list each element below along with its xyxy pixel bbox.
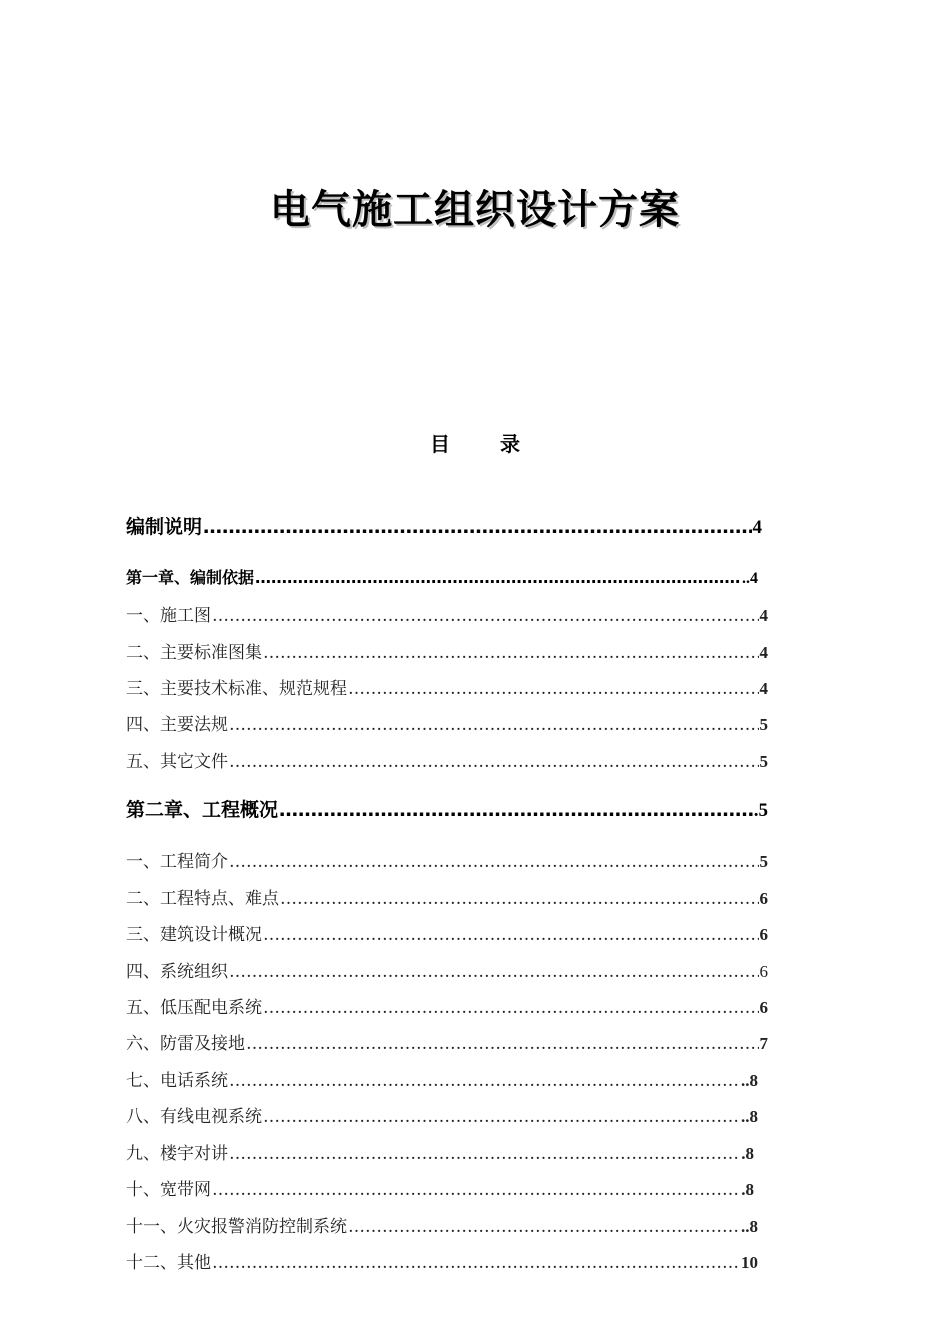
toc-heading-char-1: 目 xyxy=(430,432,450,456)
toc-entry-page-number: .5 xyxy=(753,800,768,821)
toc-entry-page-number: 4 xyxy=(759,679,768,698)
toc-dot-leader xyxy=(348,1217,740,1237)
toc-entry-page-number: .8 xyxy=(741,1144,754,1163)
toc-entry-page-number: 4 xyxy=(752,517,762,538)
toc-entry[interactable] xyxy=(126,638,768,663)
toc-entry-label: 十二、其他 xyxy=(126,1253,211,1273)
toc-entry[interactable] xyxy=(126,1175,754,1200)
toc-entry[interactable] xyxy=(126,601,768,626)
toc-entry[interactable] xyxy=(126,993,768,1018)
toc-dot-leader xyxy=(246,1034,759,1054)
toc-entry-label: 五、其它文件 xyxy=(126,752,228,772)
toc-entry[interactable] xyxy=(126,512,762,539)
toc-dot-leader xyxy=(263,1107,740,1127)
toc-entry-page-number: 6 xyxy=(759,925,768,944)
toc-dot-leader xyxy=(229,1071,740,1091)
toc-entry-label: 二、工程特点、难点 xyxy=(126,889,279,909)
toc-entry[interactable] xyxy=(126,1248,758,1273)
toc-entry-page-number: 6 xyxy=(759,889,768,908)
toc-entry[interactable] xyxy=(126,957,768,982)
toc-entry[interactable] xyxy=(126,565,758,588)
document-title: 电气施工组织设计方案 xyxy=(270,187,680,233)
toc-entry-label: 四、主要法规 xyxy=(126,715,228,735)
toc-dot-leader xyxy=(229,1144,740,1164)
toc-dot-leader xyxy=(279,799,753,821)
toc-entry[interactable] xyxy=(126,674,768,699)
toc-entry-page-number: 5 xyxy=(759,752,768,771)
toc-entry-label: 三、建筑设计概况 xyxy=(126,925,262,945)
toc-entry-page-number: ..4 xyxy=(742,570,758,587)
toc-entry-label: 四、系统组织 xyxy=(126,962,228,982)
toc-entry-label: 一、工程简介 xyxy=(126,852,228,872)
toc-entry-page-number: ..8 xyxy=(741,1071,758,1090)
toc-entry-label: 一、施工图 xyxy=(126,606,211,626)
toc-entry[interactable] xyxy=(126,1212,758,1237)
toc-entry-page-number: 5 xyxy=(759,715,768,734)
toc-entry[interactable] xyxy=(126,920,768,945)
toc-entry[interactable] xyxy=(126,1029,768,1054)
toc-entry[interactable] xyxy=(126,884,768,909)
toc-dot-leader xyxy=(280,889,759,909)
toc-entry-label: 十一、火灾报警消防控制系统 xyxy=(126,1217,347,1237)
toc-dot-leader xyxy=(263,925,759,945)
toc-dot-leader xyxy=(229,962,759,982)
toc-dot-leader xyxy=(212,1180,740,1200)
toc-entry-label: 十、宽带网 xyxy=(126,1180,211,1200)
toc-dot-leader xyxy=(255,568,741,587)
toc-entry-label: 六、防雷及接地 xyxy=(126,1034,245,1054)
toc-entry-page-number: .8 xyxy=(741,1180,754,1199)
toc-entry-label: 九、楼宇对讲 xyxy=(126,1144,228,1164)
toc-entry-page-number: 5 xyxy=(759,852,768,871)
toc-entry[interactable] xyxy=(126,847,768,872)
toc-entry[interactable] xyxy=(126,1102,758,1127)
toc-entry-label: 三、主要技术标准、规范规程 xyxy=(126,679,347,699)
toc-entry-label: 第一章、编制依据 xyxy=(126,568,255,587)
toc-entry[interactable] xyxy=(126,710,768,735)
toc-dot-leader xyxy=(212,606,759,626)
toc-dot-leader xyxy=(229,715,759,735)
toc-entry[interactable] xyxy=(126,747,768,772)
toc-entry-page-number: 7 xyxy=(759,1034,768,1053)
toc-heading-char-2: 录 xyxy=(500,432,520,456)
toc-entry-page-number: 6 xyxy=(759,962,768,981)
toc-entry-page-number: 4 xyxy=(759,606,768,625)
toc-entry-label: 八、有线电视系统 xyxy=(126,1107,262,1127)
toc-dot-leader xyxy=(229,852,759,872)
toc-dot-leader xyxy=(203,516,751,538)
toc-entry-label: 七、电话系统 xyxy=(126,1071,228,1091)
toc-entry-page-number: ..8 xyxy=(741,1217,758,1236)
toc-entry-label: 五、低压配电系统 xyxy=(126,998,262,1018)
toc-entry[interactable] xyxy=(126,1066,758,1091)
toc-heading xyxy=(0,428,950,457)
toc-dot-leader xyxy=(212,1253,740,1273)
toc-dot-leader xyxy=(229,752,759,772)
toc-entry[interactable] xyxy=(126,795,768,822)
toc-entry[interactable] xyxy=(126,1139,754,1164)
toc-dot-leader xyxy=(348,679,759,699)
toc-entry-page-number: 6 xyxy=(759,998,768,1017)
toc-entry-page-number: 4 xyxy=(759,643,768,662)
toc-entry-label: 编制说明 xyxy=(126,516,203,538)
toc-entry-page-number: 10 xyxy=(741,1253,758,1272)
toc-dot-leader xyxy=(263,643,759,663)
toc-dot-leader xyxy=(263,998,759,1018)
toc-entry-label: 二、主要标准图集 xyxy=(126,643,262,663)
toc-entry-page-number: ..8 xyxy=(741,1107,758,1126)
toc-entry-label: 第二章、工程概况 xyxy=(126,799,279,821)
